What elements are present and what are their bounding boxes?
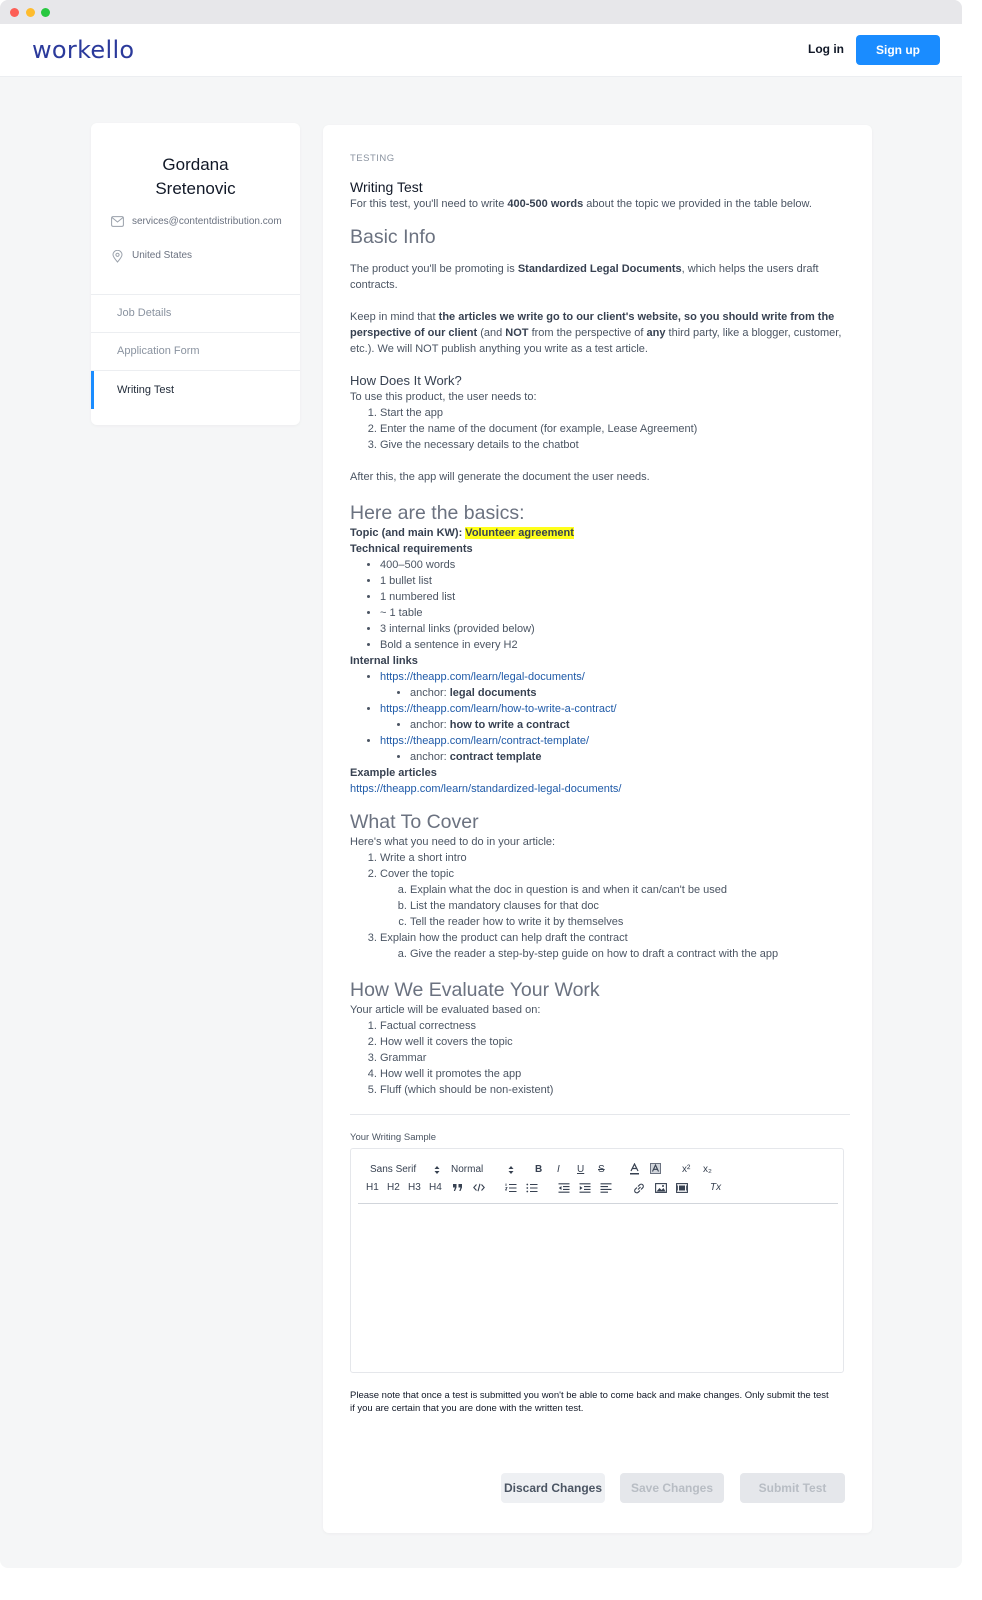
discard-changes-button[interactable]: Discard Changes	[501, 1473, 605, 1503]
subscript-button[interactable]: x₂	[703, 1164, 712, 1175]
writing-test-panel	[323, 125, 872, 1533]
internal-link[interactable]: https://theapp.com/learn/contract-template/	[380, 735, 590, 747]
section-eyebrow: TESTING	[350, 153, 395, 164]
list-item: 3. Explain how the product can help draft the contract a. Give the reader a step-by-step guide on how to draft a contract with the app	[380, 930, 850, 962]
eval-intro: Your article will be evaluated based on:	[350, 1004, 541, 1016]
minimize-window-dot[interactable]	[26, 8, 35, 17]
ordered-list-icon[interactable]	[505, 1183, 517, 1193]
internal-links-list	[350, 669, 850, 765]
example-article-link[interactable]: https://theapp.com/learn/standardized-legal-documents/	[350, 783, 622, 795]
code-icon[interactable]	[473, 1183, 485, 1192]
internal-link[interactable]: https://theapp.com/learn/how-to-write-a-contract/	[380, 703, 617, 715]
superscript-button[interactable]: x²	[682, 1164, 691, 1175]
close-window-dot[interactable]	[10, 8, 19, 17]
list-item: 1. Write a short intro	[380, 850, 850, 866]
heading-4-button[interactable]: H4	[429, 1182, 442, 1193]
window-chrome	[0, 0, 962, 24]
list-item: a. Explain what the doc in question is and when it can/can't be used	[410, 882, 850, 898]
signup-button[interactable]: Sign up	[856, 35, 940, 65]
basic-info-heading: Basic Info	[350, 226, 436, 248]
link-icon[interactable]	[633, 1183, 645, 1194]
candidate-sidebar	[91, 123, 300, 425]
test-content	[350, 153, 850, 1415]
align-icon[interactable]	[600, 1183, 612, 1193]
list-item: 1. Start the app	[380, 405, 850, 421]
list-item	[380, 701, 850, 733]
product-paragraph: The product you'll be promoting is Standardized Legal Documents, which helps the users draft contracts.	[350, 263, 819, 291]
cover-sub-list	[380, 882, 850, 930]
video-icon[interactable]	[676, 1183, 688, 1193]
font-size-select[interactable]: Normal	[451, 1164, 484, 1175]
indent-icon[interactable]	[579, 1183, 591, 1193]
maximize-window-dot[interactable]	[41, 8, 50, 17]
list-item	[380, 733, 850, 765]
image-icon[interactable]	[655, 1183, 667, 1193]
how-intro: To use this product, the user needs to:	[350, 391, 537, 403]
list-item: 3. Grammar	[380, 1050, 850, 1066]
list-item: 3. Give the necessary details to the chatbot	[380, 437, 850, 453]
outdent-icon[interactable]	[558, 1183, 570, 1193]
how-after: After this, the app will generate the document the user needs.	[350, 471, 650, 483]
internal-links-label: Internal links	[350, 655, 418, 667]
example-articles-label: Example articles	[350, 767, 437, 779]
sidebar-item-job-details[interactable]: Job Details	[117, 307, 172, 319]
list-item: • 1 numbered list	[380, 589, 850, 605]
heading-3-button[interactable]: H3	[408, 1182, 421, 1193]
what-to-cover-heading: What To Cover	[350, 811, 479, 833]
workello-logo[interactable]: workello	[32, 36, 135, 64]
chevron-updown-icon	[508, 1165, 514, 1175]
candidate-name	[91, 153, 300, 201]
page-title: Writing Test	[350, 179, 423, 195]
how-it-works-heading: How Does It Work?	[350, 373, 462, 388]
cover-intro: Here's what you need to do in your article:	[350, 836, 556, 848]
how-steps-list	[350, 405, 850, 453]
topic-line: Topic (and main KW): Volunteer agreement	[350, 527, 574, 539]
list-item: 1. Factual correctness	[380, 1018, 850, 1034]
clear-format-button[interactable]: Tx	[710, 1182, 722, 1193]
list-item: 2. Enter the name of the document (for example, Lease Agreement)	[380, 421, 850, 437]
list-item: 2. How well it covers the topic	[380, 1034, 850, 1050]
heading-2-button[interactable]: H2	[387, 1182, 400, 1193]
editor-toolbar	[358, 1157, 838, 1204]
sidebar-item-writing-test[interactable]: Writing Test	[91, 371, 300, 409]
chevron-updown-icon	[434, 1165, 440, 1175]
bold-button[interactable]: B	[535, 1164, 543, 1175]
basics-heading: Here are the basics:	[350, 502, 525, 524]
submission-note: Please note that once a test is submitted you won't be able to come back and make changes. Only submit the test if you are certain that you are done with the written test.	[350, 1390, 829, 1414]
email-row	[111, 215, 282, 228]
text-color-icon[interactable]	[629, 1163, 640, 1175]
underline-button[interactable]: U	[577, 1164, 585, 1175]
cover-list	[350, 850, 850, 962]
candidate-email: services@contentdistribution.com	[132, 216, 282, 227]
evaluation-heading: How We Evaluate Your Work	[350, 979, 600, 1001]
sidebar-item-application-form[interactable]: Application Form	[117, 345, 200, 357]
eval-list	[350, 1018, 850, 1098]
section-divider	[350, 1114, 850, 1115]
font-family-select[interactable]: Sans Serif	[370, 1164, 417, 1175]
list-item: a. Give the reader a step-by-step guide on how to draft a contract with the app	[410, 946, 850, 962]
writing-sample-label: Your Writing Sample	[350, 1132, 437, 1143]
perspective-paragraph: Keep in mind that the articles we write go to our client's website, so you should write from the perspective of our client (and NOT from the perspective of any third party, like a blogger, customer, etc.). We will NOT publish anything you write as a test article.	[350, 311, 842, 355]
anchor-item: • anchor: how to write a contract	[410, 717, 850, 733]
location-row	[111, 249, 282, 263]
list-item: b. List the mandatory clauses for that doc	[410, 898, 850, 914]
background-color-icon[interactable]	[650, 1163, 661, 1175]
submit-test-button[interactable]: Submit Test	[740, 1473, 845, 1503]
list-item	[380, 669, 850, 701]
topic-highlight: Volunteer agreement	[465, 527, 574, 539]
list-item: • 1 bullet list	[380, 573, 850, 589]
list-item: 2. Cover the topic a. Explain what the doc in question is and when it can/can't be used b. List the mandatory clauses for that doc c. Tell the reader how to write it by themselves	[380, 866, 850, 930]
writing-sample-textarea[interactable]	[358, 1205, 838, 1365]
blockquote-icon[interactable]	[452, 1183, 463, 1192]
mail-icon	[111, 216, 124, 227]
candidate-first-name: Gordana	[162, 155, 229, 174]
list-item: • ~ 1 table	[380, 605, 850, 621]
list-item: c. Tell the reader how to write it by themselves	[410, 914, 850, 930]
list-item: • 400–500 words	[380, 557, 850, 573]
top-navbar	[0, 24, 962, 77]
test-intro: For this test, you'll need to write 400-500 words about the topic we provided in the table below.	[350, 198, 812, 210]
tech-req-label: Technical requirements	[350, 543, 473, 555]
candidate-last-name: Sretenovic	[155, 179, 236, 198]
anchor-item: • anchor: legal documents	[410, 685, 850, 701]
anchor-item: • anchor: contract template	[410, 749, 850, 765]
login-button[interactable]: Log in	[808, 42, 844, 56]
list-item: • 3 internal links (provided below)	[380, 621, 850, 637]
bullet-list-icon[interactable]	[526, 1183, 538, 1193]
list-item: 4. How well it promotes the app	[380, 1066, 850, 1082]
strikethrough-button[interactable]: S	[598, 1164, 605, 1175]
candidate-location: United States	[132, 250, 193, 261]
tech-req-list	[350, 557, 850, 653]
rich-text-editor	[350, 1148, 844, 1373]
example-article-row	[350, 781, 850, 797]
location-pin-icon	[111, 250, 124, 263]
internal-link[interactable]: https://theapp.com/learn/legal-documents/	[380, 671, 585, 683]
list-item: • Bold a sentence in every H2	[380, 637, 850, 653]
list-item: 5. Fluff (which should be non-existent)	[380, 1082, 850, 1098]
save-changes-button[interactable]: Save Changes	[620, 1473, 724, 1503]
heading-1-button[interactable]: H1	[366, 1182, 379, 1193]
italic-button[interactable]: I	[557, 1164, 560, 1175]
cover-sub-list	[380, 946, 850, 962]
